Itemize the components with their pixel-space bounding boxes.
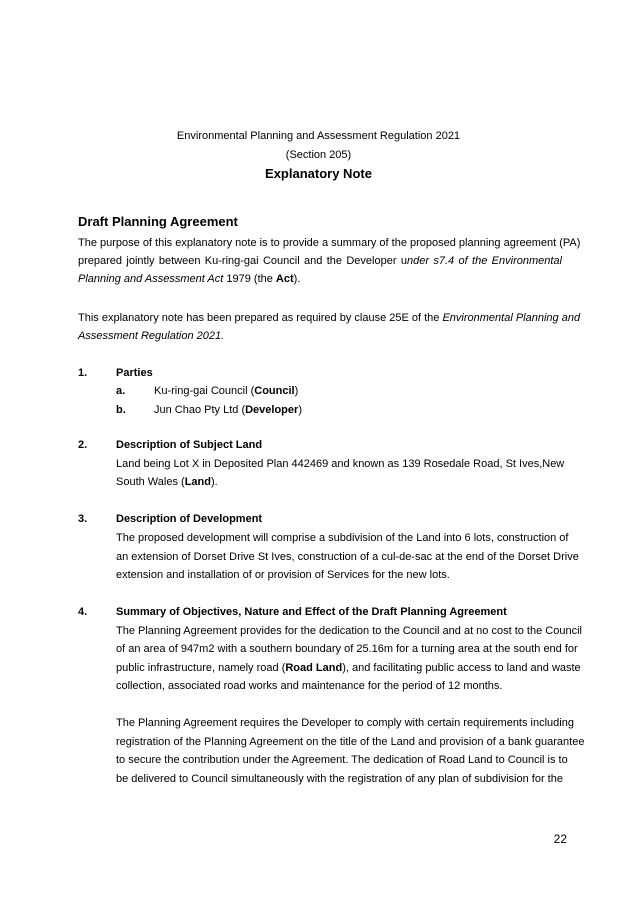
section-2-line2 [116, 477, 218, 488]
section-4-title: Summary of Objectives, Nature and Effect of the Draft Planning Agreement [116, 606, 507, 618]
section-4-line4: collection, associated road works and maintenance for the period of 12 months. [116, 680, 503, 692]
section-3-line3: extension and installation of or provision of Services for the new lots. [116, 569, 450, 581]
draft-p2-line1 [78, 312, 581, 324]
section-4-para2-line3: to secure the contribution under the Agreement. The dedication of Road Land to Council is to [116, 754, 568, 766]
section-1-number: 1. [78, 367, 88, 379]
draft-p2-line2: Assessment Regulation 2021. [78, 330, 225, 342]
section-2-line1: Land being Lot X in Deposited Plan 442469 and known as 139 Rosedale Road, St Ives,New [116, 458, 565, 470]
draft-p2-line1-italic: Environmental Planning and [442, 312, 581, 324]
draft-p1-line2 [78, 256, 562, 267]
party-a [154, 386, 298, 397]
section-3-number: 3. [78, 513, 88, 525]
section-2-number: 2. [78, 439, 88, 451]
draft-p1-line2-italic: nder s7.4 of the Environmental [406, 255, 562, 267]
draft-heading: Draft Planning Agreement [78, 214, 238, 229]
section-4-line3 [116, 662, 581, 674]
party-a-end: ) [294, 385, 299, 397]
section-3-line1: The proposed development will comprise a subdivision of the Land into 6 lots, construction of [116, 532, 569, 544]
section-4-number: 4. [78, 606, 88, 618]
act-defined-term: Act [275, 273, 294, 285]
party-a-text: Ku-ring-gai Council ( [154, 385, 255, 397]
party-a-term: Council [254, 385, 295, 397]
section-4-line1: The Planning Agreement provides for the dedication to the Council and at no cost to the Council [116, 625, 582, 637]
land-term: Land [184, 476, 211, 488]
act-name: Planning and Assessment Act [78, 273, 224, 285]
draft-p1-line3-end: ). [293, 273, 301, 285]
section-1-title: Parties [116, 367, 153, 379]
section-3-title: Description of Development [116, 513, 263, 525]
section-2-title: Description of Subject Land [116, 439, 263, 451]
party-a-letter: a. [116, 385, 126, 397]
road-land-term: Road Land [285, 662, 343, 674]
section-reference: (Section 205) [285, 149, 352, 161]
section-4-line3-text: public infrastructure, namely road ( [116, 662, 286, 674]
draft-p1-line3-text: 1979 (the [223, 273, 276, 285]
section-3-line2: an extension of Dorset Drive St Ives, construction of a cul-de-sac at the end of the Dorset Drive [116, 551, 579, 563]
draft-p1-line3 [78, 274, 300, 285]
party-b-letter: b. [116, 404, 126, 416]
party-b-end: ) [298, 404, 302, 416]
section-4-line2: of an area of 947m2 with a southern boundary of 25.16m for a turning area at the south end for [116, 643, 578, 655]
page-number: 22 [553, 832, 567, 846]
section-4-para2-line2: registration of the Planning Agreement on the title of the Land and provision of a bank guarantee [116, 736, 585, 748]
section-2-line2-text: South Wales ( [116, 476, 185, 488]
page-title: Explanatory Note [265, 166, 372, 181]
regulation-title: Environmental Planning and Assessment Regulation 2021 [176, 130, 461, 142]
section-2-line2-end: ). [210, 476, 218, 488]
section-4-line3-end: ), and facilitating public access to land and waste [342, 662, 581, 674]
section-4-para2-line4: be delivered to Council simultaneously with the registration of any plan of subdivision for the [116, 773, 563, 785]
party-b [154, 405, 302, 416]
party-b-term: Developer [245, 404, 299, 416]
party-b-text: Jun Chao Pty Ltd ( [154, 404, 246, 416]
draft-p2-line1-text: This explanatory note has been prepared as required by clause 25E of the [78, 312, 443, 324]
section-4-para2-line1: The Planning Agreement requires the Developer to comply with certain requirements including [116, 717, 574, 729]
draft-p1-line2-text: prepared jointly between Ku-ring-gai Council and the Developer u [78, 255, 407, 267]
draft-p1-line1: The purpose of this explanatory note is to provide a summary of the proposed planning agreement (PA) [78, 237, 581, 249]
